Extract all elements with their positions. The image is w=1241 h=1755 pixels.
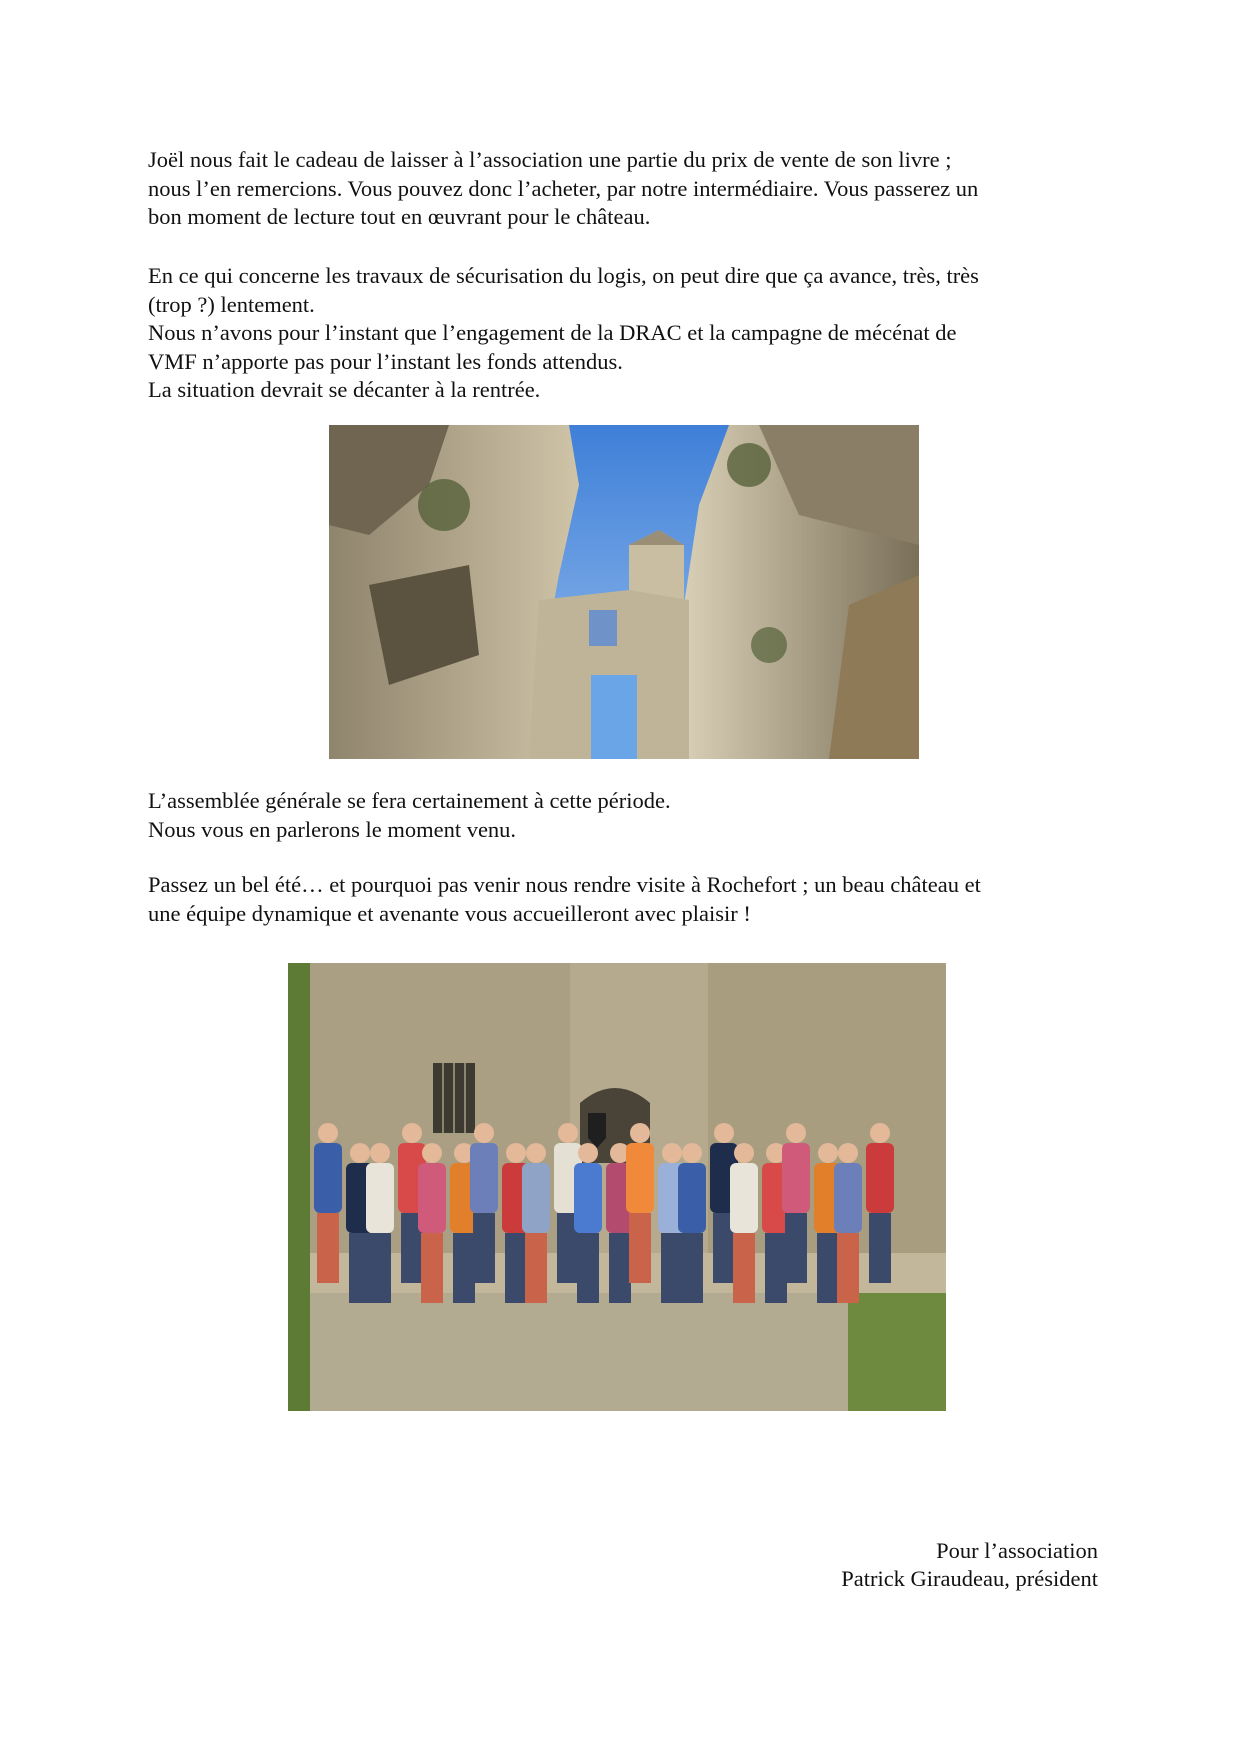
person-head bbox=[818, 1143, 838, 1163]
person-legs bbox=[369, 1233, 391, 1303]
person-head bbox=[630, 1123, 650, 1143]
person-body bbox=[522, 1163, 550, 1233]
paragraph-works bbox=[148, 262, 1108, 405]
person-legs bbox=[349, 1233, 371, 1303]
person-legs bbox=[681, 1233, 703, 1303]
text-line: Nous vous en parlerons le moment venu. bbox=[148, 816, 517, 842]
signature-president: Patrick Giraudeau, président bbox=[841, 1566, 1098, 1591]
person-legs bbox=[661, 1233, 683, 1303]
person-legs bbox=[525, 1233, 547, 1303]
person-body bbox=[730, 1163, 758, 1233]
person-legs bbox=[453, 1233, 475, 1303]
group-photo bbox=[288, 963, 946, 1411]
person-body bbox=[626, 1143, 654, 1213]
text-line: nous l’en remercions. Vous pouvez donc l’acheter, par notre intermédiaire. Vous passerez un bbox=[148, 175, 979, 201]
person-head bbox=[422, 1143, 442, 1163]
person-body bbox=[866, 1143, 894, 1213]
person-body bbox=[834, 1163, 862, 1233]
person-legs bbox=[817, 1233, 839, 1303]
person-head bbox=[734, 1143, 754, 1163]
person-legs bbox=[609, 1233, 631, 1303]
paragraph-book bbox=[148, 146, 1108, 232]
person-legs bbox=[629, 1213, 651, 1283]
person-head bbox=[370, 1143, 390, 1163]
person-body bbox=[678, 1163, 706, 1233]
person-legs bbox=[869, 1213, 891, 1283]
text-line: bon moment de lecture tout en œuvrant pour le château. bbox=[148, 204, 651, 229]
person-legs bbox=[317, 1213, 339, 1283]
person-legs bbox=[473, 1213, 495, 1283]
person-body bbox=[470, 1143, 498, 1213]
person-head bbox=[318, 1123, 338, 1143]
person-head bbox=[506, 1143, 526, 1163]
signature-association: Pour l’association bbox=[936, 1538, 1098, 1563]
person-head bbox=[350, 1143, 370, 1163]
person-body bbox=[782, 1143, 810, 1213]
person-head bbox=[402, 1123, 422, 1143]
paragraph-summer bbox=[148, 871, 1108, 928]
person-legs bbox=[505, 1233, 527, 1303]
person-body bbox=[574, 1163, 602, 1233]
text-line: une équipe dynamique et avenante vous accueilleront avec plaisir ! bbox=[148, 900, 751, 926]
person-legs bbox=[785, 1213, 807, 1283]
person-head bbox=[870, 1123, 890, 1143]
text-line: Joël nous fait le cadeau de laisser à l’association une partie du prix de vente de son livre ; bbox=[148, 147, 952, 172]
person-legs bbox=[421, 1233, 443, 1303]
person-head bbox=[578, 1143, 598, 1163]
text-line: (trop ?) lentement. bbox=[148, 291, 315, 317]
text-line: En ce qui concerne les travaux de sécurisation du logis, on peut dire que ça avance, très, très bbox=[148, 263, 979, 288]
person-head bbox=[838, 1143, 858, 1163]
person-head bbox=[558, 1123, 578, 1143]
paragraph-assembly bbox=[148, 787, 1108, 844]
person-head bbox=[526, 1143, 546, 1163]
text-line: L’assemblée générale se fera certainement à cette période. bbox=[148, 788, 671, 813]
person-head bbox=[714, 1123, 734, 1143]
person-body bbox=[314, 1143, 342, 1213]
person-head bbox=[786, 1123, 806, 1143]
text-line: La situation devrait se décanter à la rentrée. bbox=[148, 377, 541, 402]
text-line: VMF n’apporte pas pour l’instant les fonds attendus. bbox=[148, 348, 623, 374]
person-head bbox=[474, 1123, 494, 1143]
person-legs bbox=[765, 1233, 787, 1303]
person-head bbox=[662, 1143, 682, 1163]
person-body bbox=[418, 1163, 446, 1233]
text-line: Nous n’avons pour l’instant que l’engagement de la DRAC et la campagne de mécénat de bbox=[148, 320, 957, 345]
person-legs bbox=[733, 1233, 755, 1303]
person-body bbox=[366, 1163, 394, 1233]
person-legs bbox=[837, 1233, 859, 1303]
castle-ruins-photo bbox=[329, 425, 919, 759]
person-head bbox=[682, 1143, 702, 1163]
person-legs bbox=[577, 1233, 599, 1303]
text-line: Passez un bel été… et pourquoi pas venir nous rendre visite à Rochefort ; un beau château et bbox=[148, 872, 981, 897]
